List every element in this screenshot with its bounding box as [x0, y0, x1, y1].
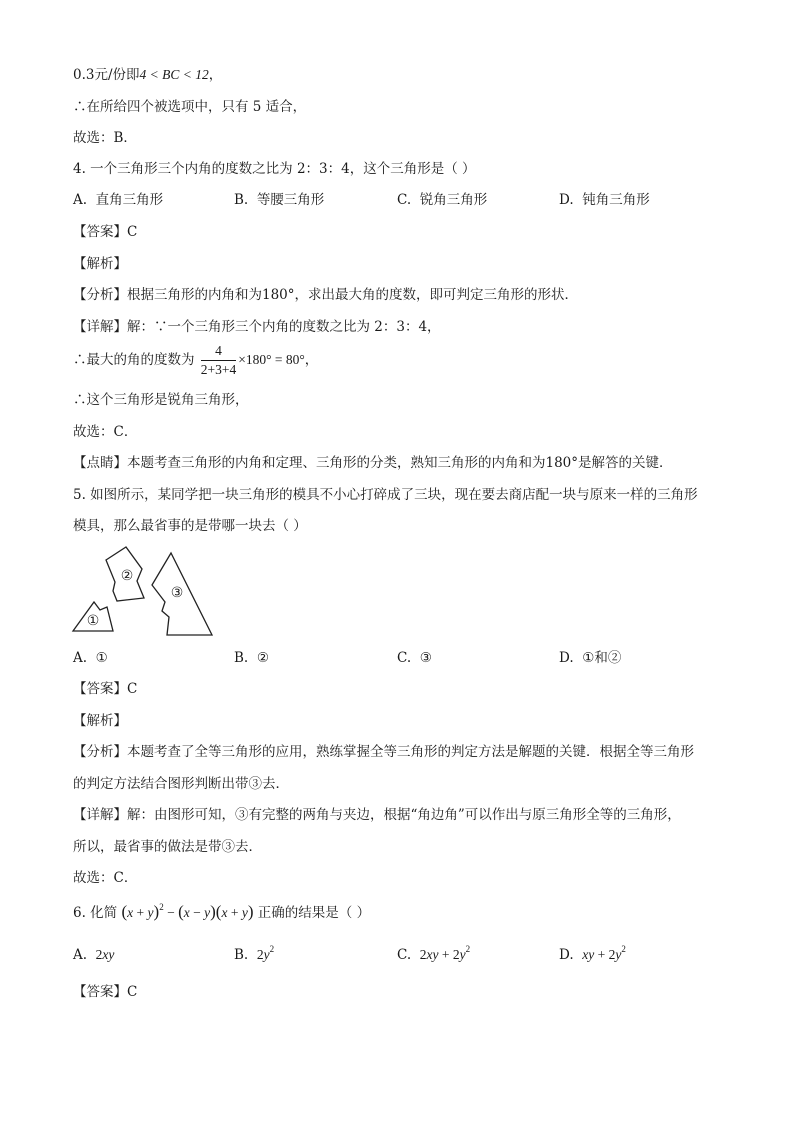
q4-option-c	[397, 191, 487, 209]
q6-option-a	[73, 946, 114, 964]
question-5-choice: 故选：C．	[73, 870, 138, 886]
q5-option-d	[559, 649, 621, 667]
option-text: ①	[95, 650, 108, 666]
question-5-analysis-line-1: 【分析】本题考查了全等三角形的应用，熟练掌握全等三角形的判定方法是解题的关键．根据全等三角形	[73, 744, 694, 760]
question-4-choice: 故选：C．	[73, 424, 138, 440]
question-6-stem	[73, 903, 370, 922]
q6-option-d	[559, 946, 626, 964]
question-5-detail-line-2: 所以，最省事的做法是带③去．	[73, 839, 262, 855]
calc-prefix: ∴最大的角的度数为	[73, 352, 195, 368]
q6-option-b	[234, 946, 274, 964]
question-4-analysis-heading: 【解析】	[73, 256, 127, 272]
option-text: 钝角三角形	[582, 192, 650, 208]
q5-option-c	[397, 649, 432, 667]
piece-1-label: ①	[86, 613, 100, 629]
question-4-comment: 【点睛】本题考查三角形的内角和定理、三角形的分类，熟知三角形的内角和为180°是解答的关键．	[73, 455, 673, 471]
q6-suffix: 正确的结果是（ ）	[257, 905, 371, 921]
fraction	[201, 343, 236, 378]
question-5-answer: 【答案】C	[73, 681, 138, 697]
line-1-suffix: ，	[208, 67, 223, 83]
solution-choice-b: 故选：B．	[73, 130, 137, 146]
question-4-conclusion: ∴这个三角形是锐角三角形，	[73, 392, 249, 408]
line-1-prefix: 0.3元/份即	[73, 67, 140, 83]
broken-triangle-figure	[66, 545, 226, 645]
question-4-calculation	[73, 343, 318, 378]
option-value: $2y^2$	[256, 944, 275, 962]
question-5-stem-line-2: 模具，那么最省事的是带哪一块去（ ）	[73, 518, 307, 534]
question-4-answer: 【答案】C	[73, 224, 138, 240]
question-4-analysis: 【分析】根据三角形的内角和为180°，求出最大角的度数，即可判定三角形的形状．	[73, 287, 579, 303]
question-5-analysis-heading: 【解析】	[73, 713, 127, 729]
fraction-denominator: 2+3+4	[200, 362, 237, 377]
option-label: D.	[559, 650, 574, 666]
question-5-detail-line-1: 【详解】解：由图形可知，③有完整的两角与夹边，根据“角边角”可以作出与原三角形全等的三角形，	[73, 807, 681, 823]
q4-option-a	[73, 191, 163, 209]
option-label: C.	[397, 947, 412, 963]
solution-line-1	[73, 66, 222, 84]
option-label: B.	[234, 650, 249, 666]
q6-prefix: 6. 化简	[73, 905, 118, 921]
option-text: 等腰三角形	[256, 192, 325, 208]
option-label: D.	[559, 947, 574, 963]
option-label: A.	[73, 947, 88, 963]
option-label: A.	[73, 650, 88, 666]
question-6-answer: 【答案】C	[73, 984, 138, 1000]
option-label: C.	[397, 650, 412, 666]
solution-line-2: ∴在所给四个被选项中，只有 5 适合，	[73, 99, 307, 115]
q5-option-a	[73, 649, 108, 667]
fraction-numerator: 4	[201, 343, 236, 361]
q4-option-d	[559, 191, 650, 209]
option-label: D.	[559, 192, 574, 208]
q6-option-c	[397, 946, 470, 964]
option-label: A.	[73, 192, 88, 208]
option-label: B.	[234, 192, 249, 208]
option-label: B.	[234, 947, 249, 963]
option-text: 锐角三角形	[419, 192, 488, 208]
option-value: 2xy	[95, 947, 115, 962]
calc-suffix: ×180° = 80°，	[238, 352, 319, 367]
line-1-inequality: 4 < BC < 12	[139, 67, 209, 82]
question-5-analysis-line-2: 的判定方法结合图形判断出带③去．	[73, 776, 289, 792]
option-value: xy + $2y^2$	[582, 944, 626, 962]
q4-option-b	[234, 191, 324, 209]
option-label: C.	[397, 192, 412, 208]
option-text: ②	[256, 650, 269, 666]
q6-expression: $(x + y)^2 - (x - y)(x + y)$	[121, 902, 254, 921]
q5-option-b	[234, 649, 269, 667]
piece-2-label: ②	[120, 568, 134, 584]
option-text: 直角三角形	[95, 192, 164, 208]
question-4-detail: 【详解】解：∵一个三角形三个内角的度数之比为 2：3：4，	[73, 319, 441, 335]
piece-3-label: ③	[170, 585, 184, 601]
option-text: ③	[419, 650, 432, 666]
option-value: $2xy + 2y^2$	[419, 944, 471, 962]
option-text: ①和②	[582, 650, 622, 666]
question-5-stem-line-1: 5. 如图所示，某同学把一块三角形的模具不小心打碎成了三块，现在要去商店配一块与原来一样的三角形	[73, 487, 698, 503]
question-4-stem: 4. 一个三角形三个内角的度数之比为 2：3：4，这个三角形是（ ）	[73, 161, 476, 177]
